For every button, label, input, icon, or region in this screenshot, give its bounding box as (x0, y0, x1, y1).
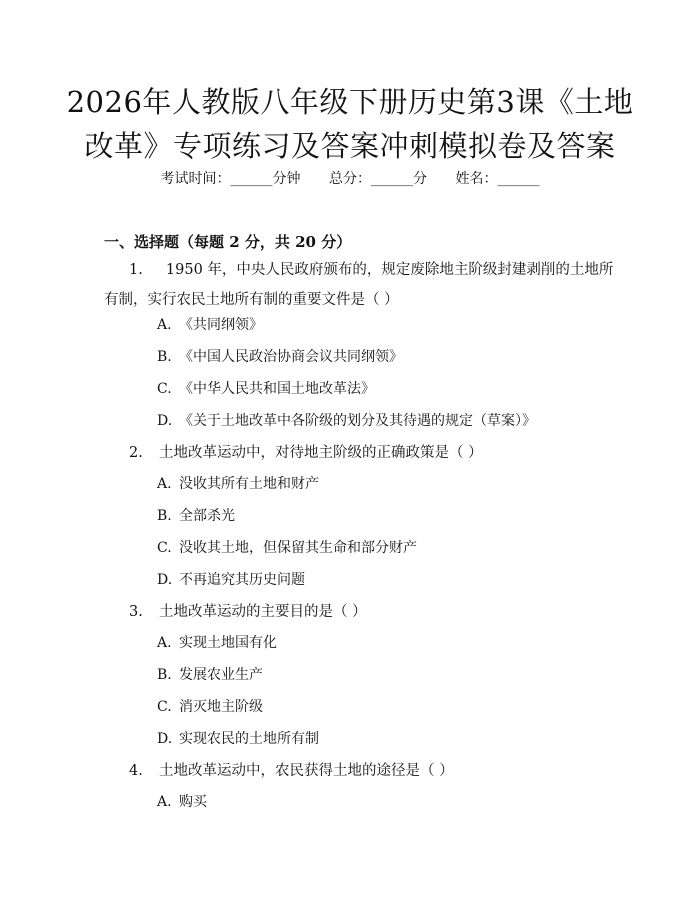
q2-option-c: C. 没收其土地，但保留其生命和部分财产 (157, 540, 417, 556)
exam-meta (0, 168, 700, 188)
question-3 (129, 600, 367, 621)
q1-option-d: D. 《关于土地改革中各阶级的划分及其待遇的规定（草案）》 (157, 413, 536, 429)
question-4 (129, 759, 454, 780)
question-3-text: 土地改革运动的主要目的是（ ） (159, 604, 367, 620)
question-1-text: 1950 年，中央人民政府颁布的，规定废除地主阶级封建剥削的土地所有制，实行农民土地所有制的重要文件是（ ） (104, 262, 614, 308)
q4-option-a: A. 购买 (157, 794, 207, 810)
q2-option-a: A. 没收其所有土地和财产 (157, 476, 319, 492)
q1-option-c: C. 《中华人民共和国土地改革法》 (157, 381, 375, 397)
question-4-number: 4. (129, 763, 143, 779)
section-heading: 一、选择题（每题 2 分，共 20 分） (104, 233, 352, 251)
q2-option-d: D. 不再追究其历史问题 (157, 572, 305, 588)
q3-option-c: C. 消灭地主阶级 (157, 699, 263, 715)
q2-option-b: B. 全部杀光 (157, 508, 235, 524)
q3-option-b: B. 发展农业生产 (157, 667, 263, 683)
question-2 (129, 441, 483, 462)
title-line-2: 改革》专项练习及答案冲刺模拟卷及答案 (84, 129, 616, 163)
q3-option-d: D. 实现农民的土地所有制 (157, 731, 319, 747)
total-score-field: 总分：______分 (329, 171, 427, 187)
question-4-text: 土地改革运动中，农民获得土地的途径是（ ） (159, 763, 454, 779)
q1-option-a: A. 《共同纲领》 (157, 317, 263, 333)
question-1-number: 1. (129, 262, 143, 278)
document-title (60, 80, 640, 168)
q3-option-a: A. 实现土地国有化 (157, 635, 277, 651)
exam-time-field: 考试时间：______分钟 (160, 171, 301, 187)
student-name-field: 姓名：______ (455, 171, 540, 187)
title-line-1: 2026年人教版八年级下册历史第3课《土地 (66, 85, 634, 119)
question-2-number: 2. (129, 445, 143, 461)
q1-option-b: B. 《中国人民政治协商会议共同纲领》 (157, 349, 403, 365)
question-2-text: 土地改革运动中，对待地主阶级的正确政策是（ ） (159, 445, 483, 461)
question-3-number: 3. (129, 604, 143, 620)
question-1 (104, 255, 624, 315)
